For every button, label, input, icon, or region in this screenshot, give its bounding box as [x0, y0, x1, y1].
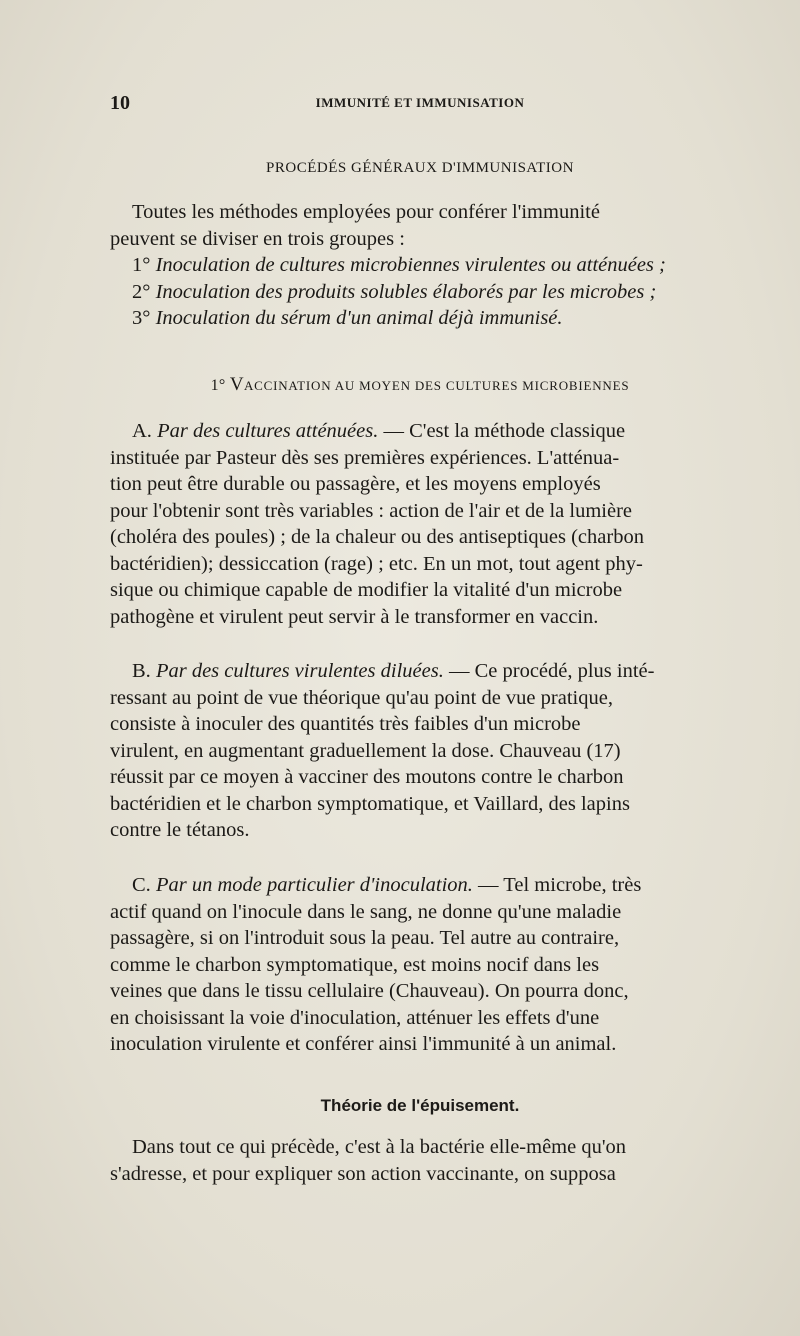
paragraph-label: C. [132, 874, 151, 896]
paragraph-line: s'adresse, et pour expliquer son action vaccinante, on supposa [110, 1162, 616, 1185]
section-title: PROCÉDÉS GÉNÉRAUX D'IMMUNISATION [266, 160, 574, 176]
paragraph-text: — Tel microbe, très [472, 874, 642, 896]
list-item [110, 252, 734, 279]
paragraph-line: pour l'obtenir sont très variables : action de l'air et de la lumière [110, 499, 632, 522]
page-number: 10 [110, 92, 130, 114]
subheading-text: ACCINATION AU MOYEN DES CULTURES MICROBIENNES [243, 378, 630, 393]
paragraph-text: — Ce procédé, plus inté- [443, 660, 655, 682]
intro-line: Toutes les méthodes employées pour conférer l'immunité [132, 201, 600, 223]
subheading [110, 374, 730, 396]
paragraph-line: bactéridien et le charbon symptomatique, et Vaillard, des lapins [110, 792, 630, 815]
paragraph-line: tion peut être durable ou passagère, et les moyens employés [110, 473, 601, 495]
paragraph-label: B. [132, 660, 151, 682]
paragraph-label: A. [132, 420, 152, 442]
list-item [110, 279, 734, 306]
paragraph-line: bactéridien); dessiccation (rage) ; etc. En un mot, tout agent phy- [110, 552, 643, 575]
running-title: IMMUNITÉ ET IMMUNISATION [315, 95, 525, 110]
theory-heading: Théorie de l'épuisement. [320, 1096, 520, 1115]
paragraph-first-line [110, 872, 734, 899]
running-header [110, 92, 730, 116]
intro-paragraph [110, 199, 734, 332]
paragraph-line: comme le charbon symptomatique, est moins nocif dans les [110, 953, 600, 976]
paragraph-line: actif quand on l'inocule dans le sang, ne donne qu'une maladie [110, 900, 622, 923]
paragraph-title: Par des cultures virulentes diluées. [155, 660, 444, 682]
paragraph-line: (choléra des poules) ; de la chaleur ou des antiseptiques (charbon [110, 526, 644, 548]
paragraph-line: instituée par Pasteur dès ses premières expériences. L'atténua- [110, 446, 620, 469]
list-item-text: Inoculation de cultures microbiennes virulentes ou atténuées ; [155, 254, 666, 276]
paragraph-line: pathogène et virulent peut servir à le transformer en vaccin. [110, 605, 599, 628]
list-item-number: 1° [132, 254, 151, 276]
paragraph-first-line [110, 658, 734, 685]
paragraph-line: en choisissant la voie d'inoculation, atténuer les effets d'une [110, 1006, 600, 1029]
paragraph-text: — C'est la méthode classique [378, 420, 626, 442]
paragraph-line: inoculation virulente et conférer ainsi l'immunité à un animal. [110, 1033, 617, 1055]
paragraph-b [110, 658, 734, 844]
intro-line: peuvent se diviser en trois groupes : [110, 227, 405, 250]
subheading-number: 1° [210, 377, 226, 394]
paragraph-title: Par un mode particulier d'inoculation. [155, 874, 473, 896]
paragraph-line: réussit par ce moyen à vacciner des moutons contre le charbon [110, 766, 624, 788]
list-item-number: 2° [132, 280, 151, 303]
list-item-number: 3° [132, 307, 151, 329]
list-item [110, 305, 734, 332]
list-item-text: Inoculation du sérum d'un animal déjà immunisé. [155, 307, 563, 329]
paragraph-line: consiste à inoculer des quantités très faibles d'un microbe [110, 713, 581, 735]
paragraph-line: veines que dans le tissu cellulaire (Chauveau). On pourra donc, [110, 980, 629, 1002]
subheading-initial: V [229, 374, 244, 395]
paragraph-line: contre le tétanos. [110, 819, 250, 841]
paragraph-c [110, 872, 734, 1058]
paragraph-line: Dans tout ce qui précède, c'est à la bactérie elle-même qu'on [132, 1136, 627, 1158]
paragraph-line: sique ou chimique capable de modifier la vitalité d'un microbe [110, 579, 623, 601]
paragraph-line: virulent, en augmentant graduellement la dose. Chauveau (17) [110, 739, 621, 762]
paragraph-a [110, 418, 734, 630]
list-item-text: Inoculation des produits solubles élaborés par les microbes ; [155, 280, 657, 303]
final-paragraph [110, 1134, 734, 1187]
paragraph-line: ressant au point de vue théorique qu'au point de vue pratique, [110, 686, 613, 709]
paragraph-line: passagère, si on l'introduit sous la peau. Tel autre au contraire, [110, 927, 620, 949]
paragraph-title: Par des cultures atténuées. [157, 420, 379, 442]
paragraph-first-line [110, 418, 734, 445]
